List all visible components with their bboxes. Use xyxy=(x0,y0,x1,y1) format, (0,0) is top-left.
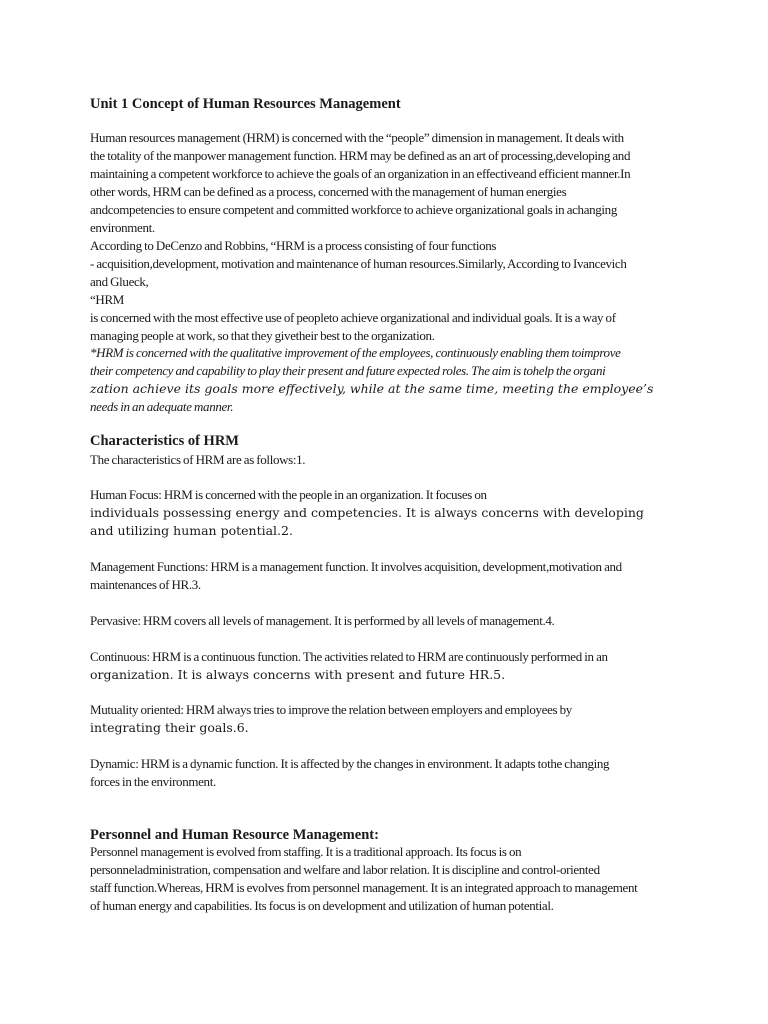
paragraph-line: and Glueck, xyxy=(90,274,149,289)
paragraph-line: the totality of the manpower management function. HRM may be defined as an art of processing,developing and xyxy=(90,148,631,163)
paragraph-line: Human Focus: HRM is concerned with the people in an organization. It focuses on xyxy=(90,487,487,502)
paragraph-line: Continuous: HRM is a continuous function. The activities related to HRM are continuously performed in an xyxy=(90,649,608,664)
quote-line: *HRM is concerned with the qualitative improvement of the employees, continuously enabling them toimprove xyxy=(90,345,621,360)
quote-line: their competency and capability to play their present and future expected roles. The aim is tohelp the organi xyxy=(90,363,606,378)
paragraph-line: Mutuality oriented: HRM always tries to improve the relation between employers and employees by xyxy=(90,702,572,717)
paragraph-line: maintaining a competent workforce to achieve the goals of an organization in an effectiveand efficient manner.In xyxy=(90,166,631,181)
paragraph-line: individuals possessing energy and competencies. It is always concerns with developing xyxy=(90,505,644,520)
paragraph-line: integrating their goals.6. xyxy=(90,720,249,735)
paragraph-line: Human resources management (HRM) is concerned with the “people” dimension in management. It deals with xyxy=(90,130,624,145)
paragraph-line: and utilizing human potential.2. xyxy=(90,523,293,538)
paragraph-line: of human energy and capabilities. Its focus is on development and utilization of human potential. xyxy=(90,898,554,913)
paragraph-line: “HRM xyxy=(90,292,124,307)
paragraph-line: According to DeCenzo and Robbins, “HRM is a process consisting of four functions xyxy=(90,238,497,253)
paragraph-line: maintenances of HR.3. xyxy=(90,577,201,592)
characteristics-heading: Characteristics of HRM xyxy=(90,433,239,449)
quote-line: zation achieve its goals more effectively, while at the same time, meeting the employee’s xyxy=(90,381,654,396)
paragraph-line: The characteristics of HRM are as follows:1. xyxy=(90,452,306,467)
paragraph-line: forces in the environment. xyxy=(90,774,216,789)
paragraph-line: other words, HRM can be defined as a process, concerned with the management of human energies xyxy=(90,184,567,199)
paragraph-line: managing people at work, so that they givetheir best to the organization. xyxy=(90,328,435,343)
paragraph-line: andcompetencies to ensure competent and committed workforce to achieve organizational goals in achanging xyxy=(90,202,617,217)
paragraph-line: Dynamic: HRM is a dynamic function. It is affected by the changes in environment. It adapts tothe changing xyxy=(90,756,610,771)
paragraph-line: personneladministration, compensation and welfare and labor relation. It is discipline and control-oriented xyxy=(90,862,600,877)
paragraph-line: organization. It is always concerns with present and future HR.5. xyxy=(90,667,506,682)
paragraph-line: Management Functions: HRM is a management function. It involves acquisition, development,motivation and xyxy=(90,559,622,574)
quote-line: needs in an adequate manner. xyxy=(90,399,234,414)
paragraph-line: staff function.Whereas, HRM is evolves from personnel management. It is an integrated approach to management xyxy=(90,880,638,895)
paragraph-line: Pervasive: HRM covers all levels of management. It is performed by all levels of management.4. xyxy=(90,613,555,628)
paragraph-line: environment. xyxy=(90,220,155,235)
personnel-heading: Personnel and Human Resource Management: xyxy=(90,827,379,843)
paragraph-line: Personnel management is evolved from staffing. It is a traditional approach. Its focus is on xyxy=(90,844,522,859)
unit-title: Unit 1 Concept of Human Resources Management xyxy=(90,96,401,112)
paragraph-line: is concerned with the most effective use of peopleto achieve organizational and individual goals. It is a way of xyxy=(90,310,616,325)
paragraph-line: - acquisition,development, motivation and maintenance of human resources.Similarly, According to Ivancevich xyxy=(90,256,627,271)
